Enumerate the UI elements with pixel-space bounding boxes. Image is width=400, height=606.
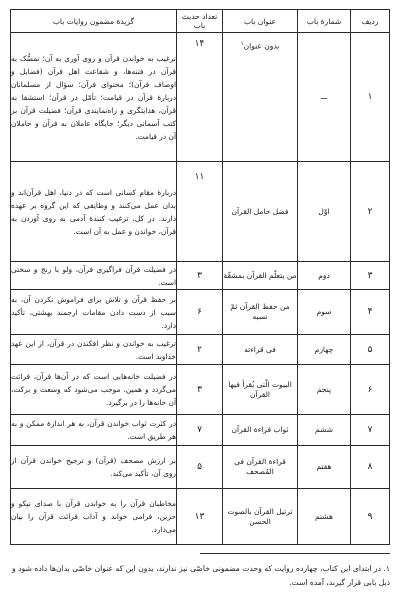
table-row <box>11 162 390 262</box>
cell-content-summary: در فضیلت قرآن فراگیری قرآن، ولو با رنج و سختی است. <box>11 262 177 290</box>
table-row <box>11 335 390 365</box>
cell-chapter-title: من حفظ القرآن ثمّ نسیه <box>223 290 298 335</box>
cell-chapter-number: هشتم <box>298 489 351 545</box>
table-row <box>11 489 390 545</box>
cell-hadith-count: ۳ <box>177 262 223 290</box>
table-row <box>11 262 390 290</box>
cell-radif: ۱ <box>351 33 390 162</box>
cell-radif: ۹ <box>351 489 390 545</box>
cell-chapter-number: سوم <box>298 290 351 335</box>
table-row <box>11 365 390 415</box>
cell-radif: ۲ <box>351 162 390 262</box>
header-chapter-title: عنوان باب <box>223 10 298 33</box>
cell-content-summary: بر ارزش مصحف (قرآن) و ترجیح خواندن قرآن از روی آن، تأکید می‌کند. <box>11 446 177 489</box>
cell-chapter-number: هفتم <box>298 446 351 489</box>
hadith-chapters-table <box>10 9 390 545</box>
cell-radif: ۳ <box>351 262 390 290</box>
table-row <box>11 415 390 446</box>
cell-hadith-count: ۶ <box>177 290 223 335</box>
table-row <box>11 33 390 162</box>
header-radif: ردیف <box>351 10 390 33</box>
cell-chapter-title: فی قراءته <box>223 335 298 365</box>
table-row <box>11 446 390 489</box>
table-header-row <box>11 10 390 33</box>
cell-hadith-count: ۵ <box>177 446 223 489</box>
cell-hadith-count: ۷ <box>177 415 223 446</box>
cell-chapter-number: اوّل <box>298 162 351 262</box>
cell-hadith-count: ۱۳ <box>177 489 223 545</box>
cell-hadith-count: ۱۴ <box>177 33 223 162</box>
cell-chapter-title: ترتیل القرآن بالصوت الحسن <box>223 489 298 545</box>
cell-content-summary: دربارهٔ مقام کسانی است که در دنیا، اهل قرآن‌اند و بدان عمل می‌کنند و وظایفی که این گروه بر عهده دارند. در کل، ترغیب کنندهٔ آدمی به روی آوردن به قرآن، خواندن و عمل به آن است. <box>11 162 177 262</box>
cell-chapter-title: من یتعلّم القرآن بمشقّة <box>223 262 298 290</box>
cell-radif: ۸ <box>351 446 390 489</box>
cell-content-summary: ترغیب به خواندن و نظر افکندن در قرآن، از این عهد خداوند است. <box>11 335 177 365</box>
cell-chapter-number: ششم <box>298 415 351 446</box>
cell-content-summary: مخاطبان قرآن را به خواندن قرآن با صدای نیکو و حزین، فرامی خواند و آداب قرائت قرآن را بیان می‌دارد. <box>11 489 177 545</box>
footnote-marker: ۱ <box>240 41 244 47</box>
header-chapter-number: شمارهٔ باب <box>298 10 351 33</box>
cell-chapter-title: البیوت الّتی یُقرأ فیها القرآن <box>223 365 298 415</box>
chapter-title-text: بدون عنوان <box>243 41 280 51</box>
cell-chapter-title: ثواب قراءة القرآن <box>223 415 298 446</box>
header-content-summary: گزیدهٔ مضمون روایات باب <box>11 10 177 33</box>
cell-content-summary: در کثرت ثواب خواندن قرآن، به هر اندازهٔ ممکن و به هر طریق است. <box>11 415 177 446</box>
cell-content-summary: ترغیب به خواندن قرآن و روی آوری به آن؛ تمسُّک به قرآن در فتنه‌ها، و شفاعت اهل قرآن (فضایل و اوصاف قرآن)؛ محتوای قرآن؛ سؤال از مسلمانان دربارهٔ قرآن در قیامت؛ تأمّل در قرآن؛ استشفا به قرآن، هدایتگری و راه‌نمایندی قرآن؛ فضیلت قرآن بر کتب آسمانی دیگر؛ جایگاه عاملان به قرآن و حاملان آن در قیامت. <box>11 33 177 162</box>
cell-content-summary: در فضیلت خانه‌هایی است که در آن‌ها قرآن، قرائت می‌گردد و همین، موجب می‌شود که وسعت و برکت، آن خانه‌ها را در برگیرد. <box>11 365 177 415</box>
cell-radif: ۶ <box>351 365 390 415</box>
cell-chapter-number: دوم <box>298 262 351 290</box>
cell-chapter-number: ـــ <box>298 33 351 162</box>
cell-chapter-number: چهارم <box>298 335 351 365</box>
cell-radif: ۴ <box>351 290 390 335</box>
cell-hadith-count: ۲ <box>177 335 223 365</box>
cell-chapter-title: قراءة القرآن فی المُصحف <box>223 446 298 489</box>
cell-chapter-number: پنجم <box>298 365 351 415</box>
cell-chapter-title: فضل حامل القرآن <box>223 162 298 262</box>
cell-content-summary: بر حفظ قرآن و تلاش برای فراموش نکردن آن، به سبب از دست دادن مقامات ارجمند بهشتی، تأکید دارد. <box>11 290 177 335</box>
footnote-divider <box>200 553 390 554</box>
cell-hadith-count: ۳ <box>177 365 223 415</box>
footnote: ۱. در ابتدای این کتاب، چهارده روایت که وحدت مضمونی خاصّی نیز ندارند، بدون این که عنوان خاصّی بدان‌ها داده شود و ذیل بابی قرار گیرند، آمده است. <box>12 564 390 587</box>
cell-hadith-count: ۱۱ <box>177 162 223 262</box>
table-row <box>11 290 390 335</box>
cell-radif: ۷ <box>351 415 390 446</box>
header-hadith-count: تعداد حدیث باب <box>177 10 223 33</box>
cell-chapter-title <box>223 33 298 162</box>
cell-radif: ۵ <box>351 335 390 365</box>
